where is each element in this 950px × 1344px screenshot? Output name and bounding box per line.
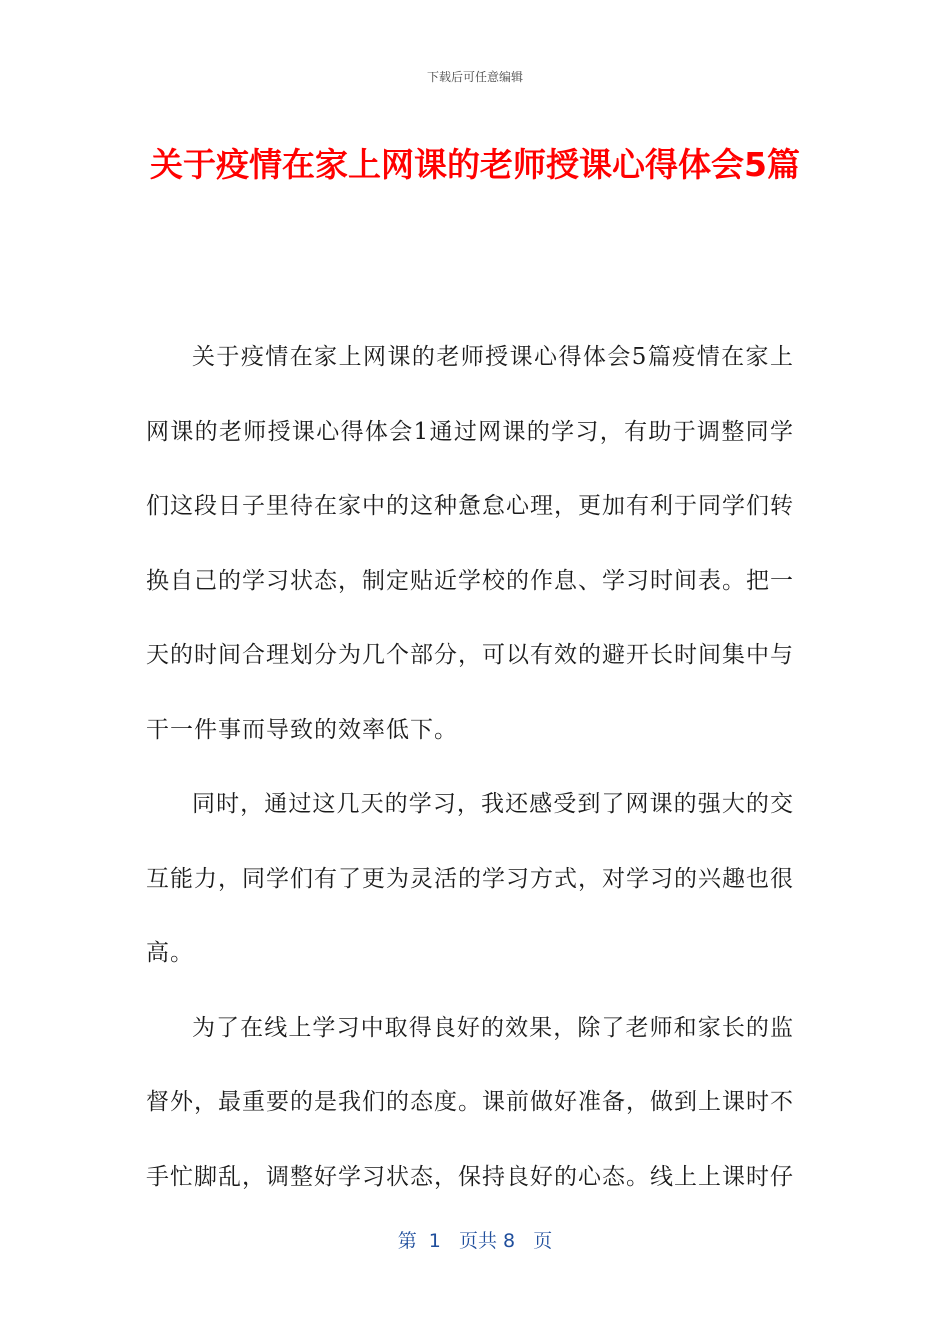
header-note: 下载后可任意编辑 xyxy=(426,70,523,84)
document-title: 关于疫情在家上网课的老师授课心得体会5篇 xyxy=(150,145,800,184)
document-body xyxy=(146,320,794,1214)
page-footer: 第 1 页共 8 页 xyxy=(397,1230,553,1252)
paragraph-2: 同时，通过这几天的学习，我还感受到了网课的强大的交互能力，同学们有了更为灵活的学习方式，对学习的兴趣也很高。 xyxy=(146,791,794,966)
paragraph-1: 关于疫情在家上网课的老师授课心得体会5篇疫情在家上网课的老师授课心得体会1通过网课的学习，有助于调整同学们这段日子里待在家中的这种惫怠心理，更加有利于同学们转换自己的学习状态，制定贴近学校的作息、学习时间表。把一天的时间合理划分为几个部分，可以有效的避开长时间集中与干一件事而导致的效率低下。 xyxy=(146,344,794,743)
paragraph-3: 为了在线上学习中取得良好的效果，除了老师和家长的监督外，最重要的是我们的态度。课前做好准备，做到上课时不手忙脚乱，调整好学习状态，保持良好的心态。线上上课时仔 xyxy=(146,1014,794,1190)
